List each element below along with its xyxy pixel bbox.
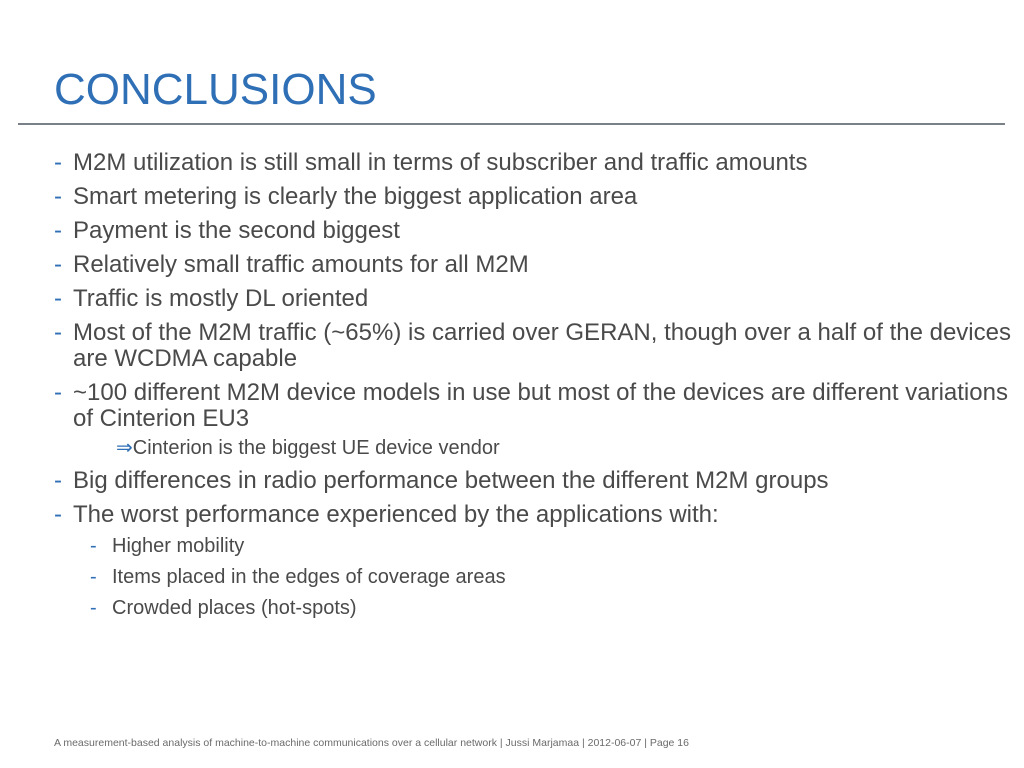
bullet-marker: - [54,183,62,210]
bullet-item [54,320,1014,372]
bullet-item [54,380,1014,432]
implication-text: Cinterion is the biggest UE device vendor [132,437,500,459]
bullet-text: The worst performance experienced by the applications with: [73,501,719,528]
sub-bullet-marker: - [90,535,97,557]
bullet-marker: - [54,501,62,528]
bullet-item [54,502,1014,528]
bullet-text: Smart metering is clearly the biggest application area [73,183,638,210]
bullet-item [54,184,1014,210]
bullet-text: Payment is the second biggest [73,217,400,244]
bullet-text: Relatively small traffic amounts for all M2M [73,251,529,278]
bullet-marker: - [54,251,62,278]
bullet-marker: - [54,217,62,244]
sub-bullet-text: Higher mobility [112,535,245,557]
bullet-marker: - [54,285,62,312]
implies-arrow-icon: ⇒ [116,437,133,459]
bullet-item [54,150,1014,176]
sub-bullet-marker: - [90,566,97,588]
slide-title: CONCLUSIONS [54,65,377,114]
sub-bullet-item [54,565,1014,589]
slide-footer: A measurement-based analysis of machine-to-machine communications over a cellular network | Jussi Marjamaa | 2012-06-07 | Page 16 [54,737,689,749]
bullet-text: Big differences in radio performance between the different M2M groups [73,467,829,494]
sub-bullet-text: Crowded places (hot-spots) [112,597,357,619]
bullet-marker: - [54,319,62,346]
bullet-list [54,150,1014,627]
bullet-item [54,218,1014,244]
bullet-marker: - [54,467,62,494]
title-divider [18,123,1005,125]
bullet-item [54,286,1014,312]
bullet-item [54,468,1014,494]
sub-bullet-item [54,534,1014,558]
sub-bullet-item [54,596,1014,620]
implication-item [54,436,1014,460]
bullet-text: Most of the M2M traffic (~65%) is carried over GERAN, though over a half of the devices are WCDMA capable [73,319,1011,372]
bullet-item [54,252,1014,278]
bullet-text: M2M utilization is still small in terms of subscriber and traffic amounts [73,149,808,176]
bullet-marker: - [54,149,62,176]
bullet-text: ~100 different M2M device models in use but most of the devices are different variations of Cinterion EU3 [73,379,1008,432]
bullet-marker: - [54,379,62,406]
bullet-text: Traffic is mostly DL oriented [73,285,369,312]
sub-bullet-text: Items placed in the edges of coverage areas [112,566,506,588]
sub-bullet-marker: - [90,597,97,619]
